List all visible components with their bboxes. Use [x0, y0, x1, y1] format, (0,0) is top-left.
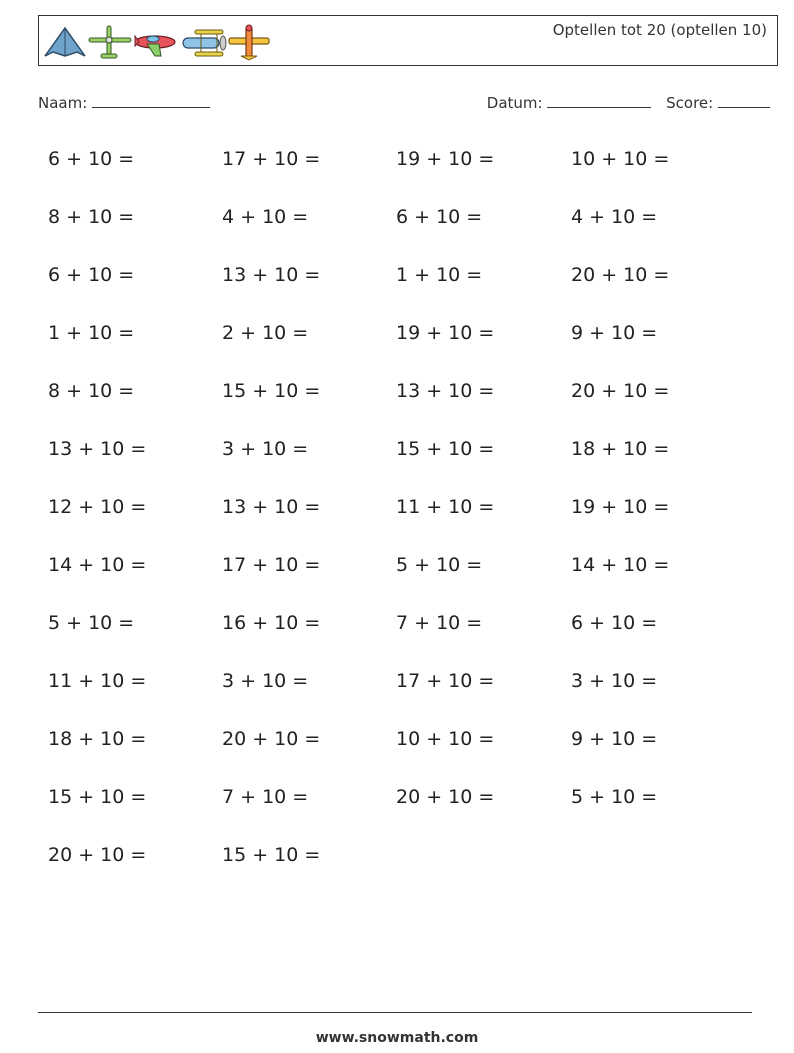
yellow-plane-icon	[229, 25, 269, 60]
problem-row	[48, 322, 758, 380]
problem: 14 + 10 =	[571, 554, 670, 576]
plane-icons	[43, 22, 273, 62]
red-plane-icon	[135, 36, 175, 56]
date-label: Datum:	[486, 94, 543, 112]
problem: 7 + 10 =	[222, 786, 309, 808]
problem: 20 + 10 =	[396, 786, 495, 808]
biplane-icon	[183, 30, 226, 56]
problem-row	[48, 786, 758, 844]
problem: 19 + 10 =	[396, 148, 495, 170]
problem: 5 + 10 =	[396, 554, 483, 576]
problem: 20 + 10 =	[571, 380, 670, 402]
problem: 15 + 10 =	[222, 844, 321, 866]
problem: 13 + 10 =	[222, 496, 321, 518]
problem: 3 + 10 =	[571, 670, 658, 692]
worksheet-title: Optellen tot 20 (optellen 10)	[552, 21, 767, 39]
problem-grid	[48, 148, 758, 902]
problem: 8 + 10 =	[48, 380, 135, 402]
worksheet-header	[38, 15, 778, 66]
problem: 15 + 10 =	[48, 786, 147, 808]
date-score-fields	[487, 93, 770, 112]
problem-row	[48, 554, 758, 612]
problem: 20 + 10 =	[48, 844, 147, 866]
problem: 1 + 10 =	[396, 264, 483, 286]
problem: 20 + 10 =	[571, 264, 670, 286]
name-field	[38, 93, 210, 112]
problem-row	[48, 438, 758, 496]
problem: 17 + 10 =	[396, 670, 495, 692]
footer-url: www.snowmath.com	[315, 1030, 479, 1046]
problem: 5 + 10 =	[48, 612, 135, 634]
problem: 6 + 10 =	[571, 612, 658, 634]
problem: 6 + 10 =	[48, 264, 135, 286]
problem: 4 + 10 =	[571, 206, 658, 228]
problem-row	[48, 670, 758, 728]
problem: 12 + 10 =	[48, 496, 147, 518]
footer-divider	[38, 1012, 752, 1013]
problem: 10 + 10 =	[396, 728, 495, 750]
problem-row	[48, 380, 758, 438]
problem: 10 + 10 =	[571, 148, 670, 170]
problem: 15 + 10 =	[396, 438, 495, 460]
problem: 2 + 10 =	[222, 322, 309, 344]
problem: 9 + 10 =	[571, 728, 658, 750]
score-blank[interactable]	[718, 93, 770, 108]
problem: 3 + 10 =	[222, 438, 309, 460]
problem-row	[48, 728, 758, 786]
problem: 13 + 10 =	[222, 264, 321, 286]
problem-row	[48, 844, 758, 902]
problem: 19 + 10 =	[571, 496, 670, 518]
problem: 16 + 10 =	[222, 612, 321, 634]
problem: 15 + 10 =	[222, 380, 321, 402]
green-plane-icon	[89, 26, 131, 58]
problem: 11 + 10 =	[48, 670, 147, 692]
problem: 6 + 10 =	[48, 148, 135, 170]
score-label: Score:	[666, 94, 714, 112]
problem: 13 + 10 =	[396, 380, 495, 402]
problem-row	[48, 148, 758, 206]
problem: 4 + 10 =	[222, 206, 309, 228]
problem: 11 + 10 =	[396, 496, 495, 518]
problem-row	[48, 612, 758, 670]
problem: 13 + 10 =	[48, 438, 147, 460]
name-label: Naam:	[38, 94, 88, 112]
name-blank[interactable]	[92, 93, 210, 108]
problem: 17 + 10 =	[222, 148, 321, 170]
problem: 9 + 10 =	[571, 322, 658, 344]
problem: 6 + 10 =	[396, 206, 483, 228]
date-blank[interactable]	[547, 93, 651, 108]
problem: 3 + 10 =	[222, 670, 309, 692]
problem: 18 + 10 =	[48, 728, 147, 750]
problem: 5 + 10 =	[571, 786, 658, 808]
problem-row	[48, 496, 758, 554]
problem: 19 + 10 =	[396, 322, 495, 344]
problem: 8 + 10 =	[48, 206, 135, 228]
problem: 17 + 10 =	[222, 554, 321, 576]
problem-row	[48, 206, 758, 264]
problem: 18 + 10 =	[571, 438, 670, 460]
problem: 1 + 10 =	[48, 322, 135, 344]
problem: 7 + 10 =	[396, 612, 483, 634]
stealth-plane-icon	[45, 28, 85, 56]
problem-row	[48, 264, 758, 322]
problem: 14 + 10 =	[48, 554, 147, 576]
problem: 20 + 10 =	[222, 728, 321, 750]
